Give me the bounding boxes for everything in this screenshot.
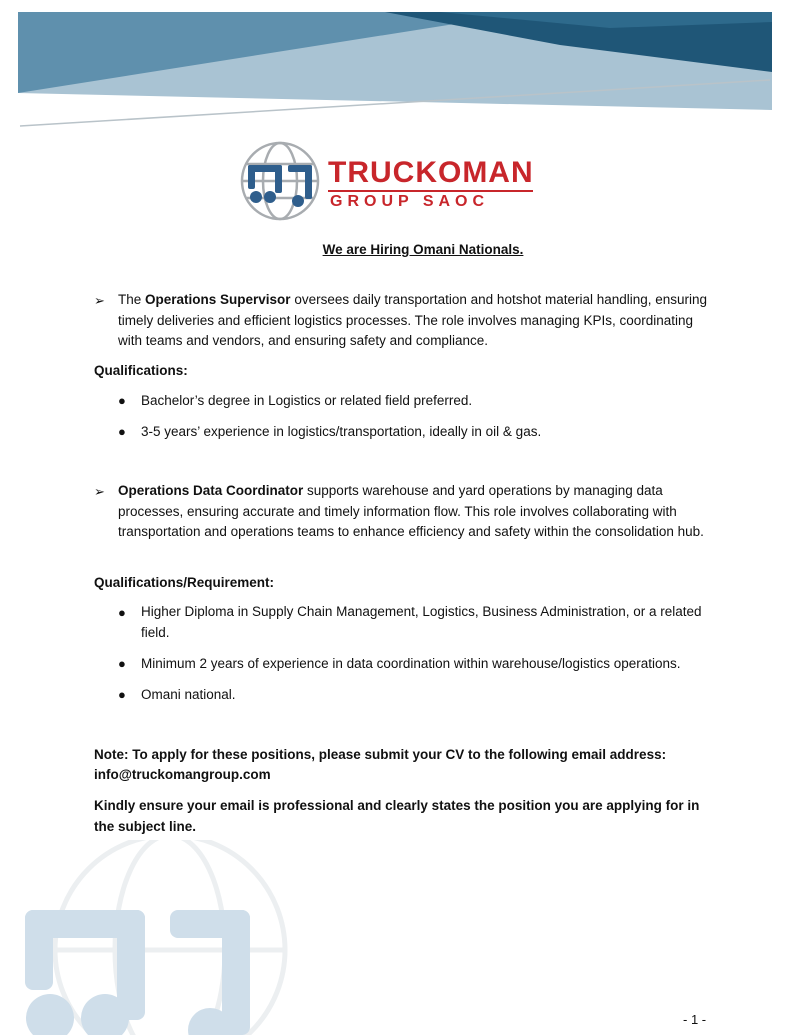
qualifications-heading: Qualifications/Requirement: — [94, 575, 275, 590]
application-instruction: Kindly ensure your email is professional and clearly states the position you are applying for in the subject line. — [94, 798, 700, 834]
job-description — [118, 481, 708, 543]
qualification-item: 3-5 years’ experience in logistics/transportation, ideally in oil & gas. — [141, 424, 542, 439]
job-description-text: oversees daily transportation and hotshot material handling, ensuring timely deliveries and efficient logistics processes. The role involves managing KPIs, coordinating with teams and vendors, and ensuring safety and compliance. — [118, 292, 708, 348]
bullet-icon: ● — [118, 605, 126, 620]
qualifications-heading: Qualifications: — [94, 363, 188, 378]
logo-divider — [328, 190, 533, 192]
contact-email: info@truckomangroup.com — [94, 767, 271, 782]
logo-name: TRUCKOMAN — [328, 156, 534, 189]
header-decorative-band — [0, 0, 800, 140]
qualification-item: Bachelor’s degree in Logistics or related field preferred. — [141, 393, 473, 408]
qualification-item: Omani national. — [141, 687, 236, 702]
logo-subtitle: GROUP SAOC — [330, 193, 490, 210]
application-note: Note: To apply for these positions, please submit your CV to the following email address: — [94, 747, 667, 762]
bullet-icon: ● — [118, 424, 126, 439]
watermark-logo — [0, 840, 330, 1035]
job-description-text: supports warehouse and yard operations by managing data processes, ensuring accurate and timely information flow. This role involves collaborating with transportation and operations teams to enhance efficiency and safety within the consolidation hub. — [118, 483, 704, 539]
bullet-icon: ● — [118, 393, 126, 408]
page-title: We are Hiring Omani Nationals. — [322, 242, 524, 257]
job-role: Operations Supervisor — [145, 292, 291, 307]
arrow-bullet-icon: ➢ — [94, 484, 105, 499]
qualification-item: Higher Diploma in Supply Chain Management, Logistics, Business Administration, or a related field. — [141, 604, 702, 640]
job-intro-prefix: The — [118, 292, 146, 307]
truck-globe-icon — [238, 137, 328, 225]
job-description — [118, 290, 708, 352]
qualification-item: Minimum 2 years of experience in data coordination within warehouse/logistics operations. — [141, 656, 681, 671]
job-role: Operations Data Coordinator — [118, 483, 304, 498]
bullet-icon: ● — [118, 656, 126, 671]
company-logo — [232, 133, 550, 229]
arrow-bullet-icon: ➢ — [94, 293, 105, 308]
page-number: - 1 - — [683, 1012, 707, 1027]
bullet-icon: ● — [118, 687, 126, 702]
